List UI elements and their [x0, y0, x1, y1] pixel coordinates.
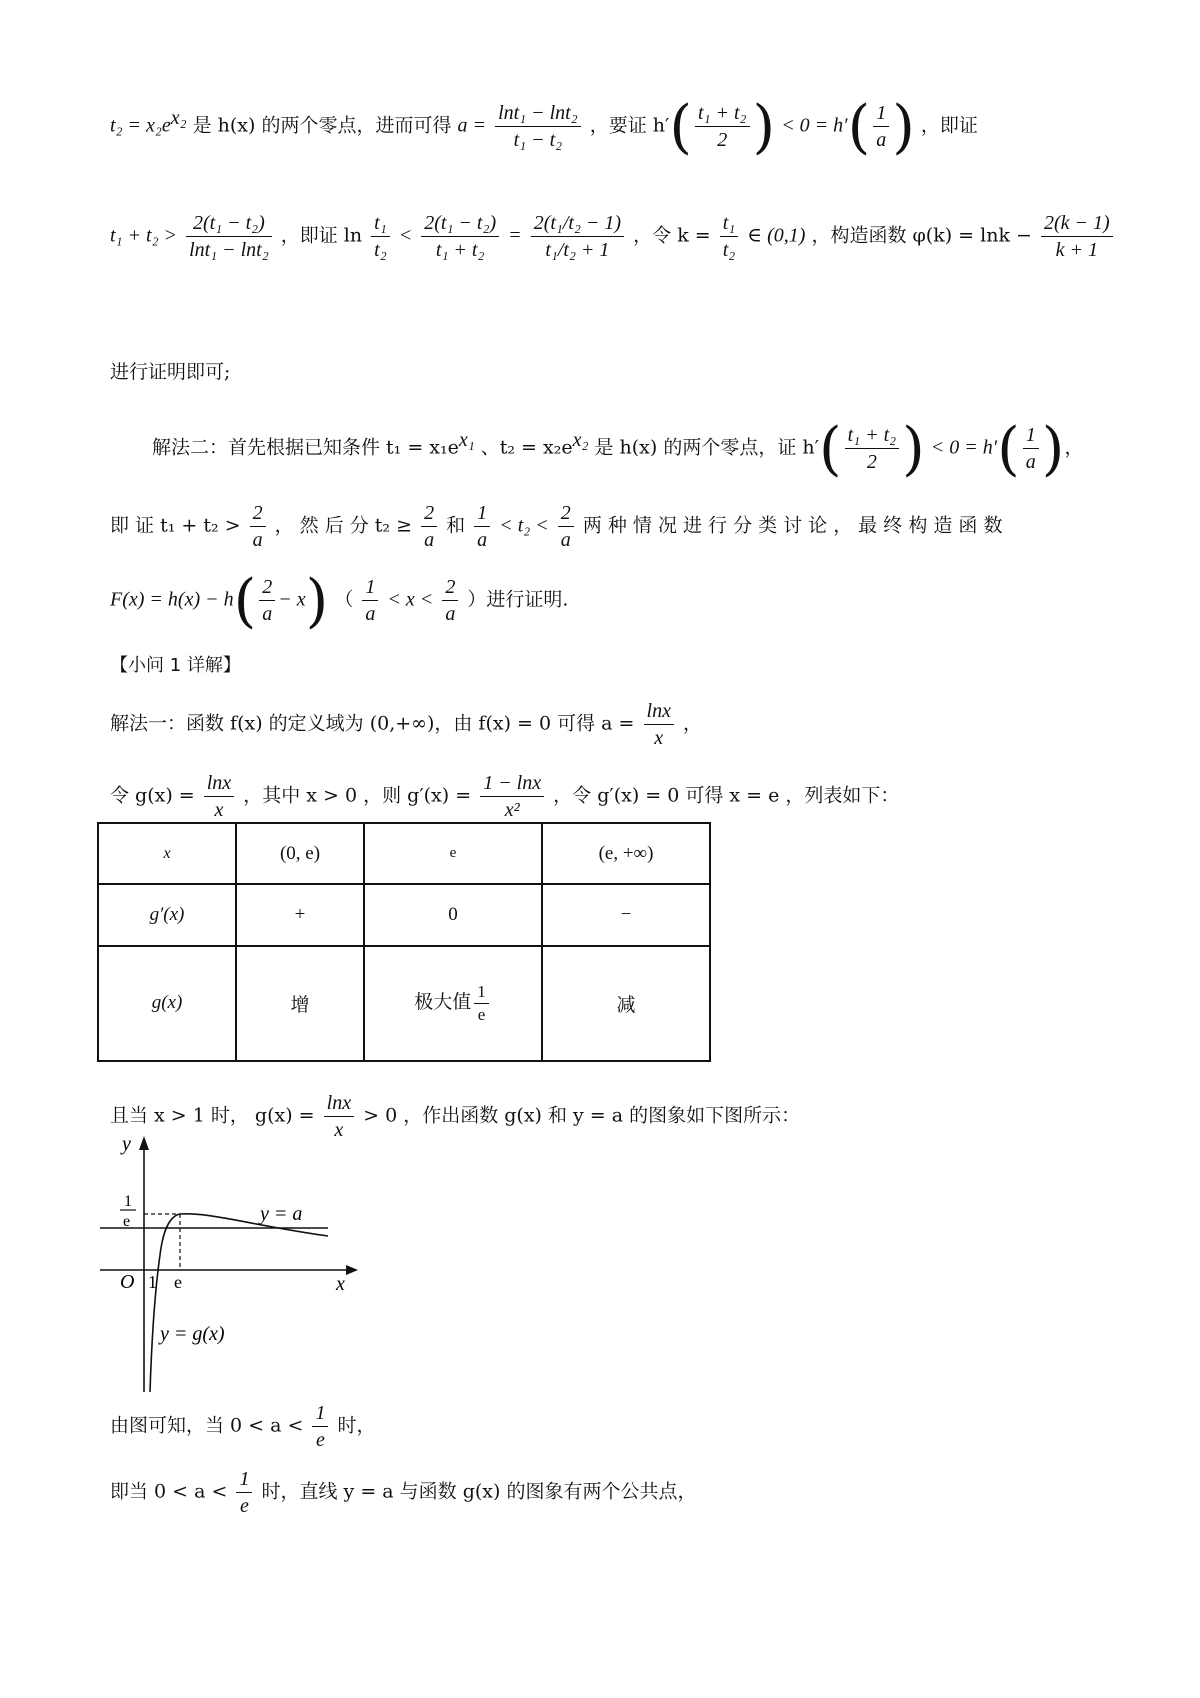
function-graph: [100, 1130, 360, 1392]
svg-text:y = g(x): y = g(x): [160, 1323, 225, 1345]
line-construct-F: F(x) = h(x) − h( $\frac{2}{a}$ − x) （ $\frac{1}{a}$ < x < $\frac{2}{a}$ ）进行证明.: [110, 566, 569, 635]
section-heading: 【小问 1 详解】: [110, 655, 241, 676]
line-conclusion-1: 由图可知，当 0 < a < $\frac{1}{e}$ 时，: [110, 1402, 376, 1451]
svg-text:e: e: [174, 1272, 182, 1292]
line-conclusion-2: 即当 0 < a < $\frac{1}{e}$ 时，直线 y = a 与函数 g(x) 的图象有两个公共点，: [110, 1468, 697, 1517]
curve-g: [150, 1214, 328, 1392]
table-row: g′(x) + 0 −: [98, 884, 710, 945]
monotonicity-table: [97, 822, 711, 1062]
line-zeros-of-h: $t_2 = x_2e^{x_2}$ 是 h(x) 的两个零点，进而可得 a = $\frac{\text{lnt₁ − lnt₂}}{\text{t₁ − t₂}}$ ，要证 h′( $\frac{\text{t₁ + t₂}}{2}$ ) < 0 = h′( $\frac{1}{a}$ ) ，即证: [110, 92, 978, 161]
line-method-one: 解法一：函数 f(x) 的定义域为 (0,+∞)，由 f(x) = 0 可得 a = $\frac{\ln x}{x}$ ，: [110, 700, 703, 749]
table-row: x (0, e) e (e, +∞): [98, 823, 710, 884]
line-inequality-chain: t₁ + t₂ > $\frac{\text{2(t₁ − t₂)}}{\text{lnt₁ − lnt₂}}$ ，即证 ln $\frac{\text{t₁}}{\text{t₂}}$ < $\frac{\text{2(t₁ − t₂)}}{\text{t₁ + t₂}}$ = $\frac{\text{2(t₁/t₂ − 1)}}{\text{t₁/t₂ + 1}}$ ，令 k = $\frac{\text{t₁}}{\text{t₂}}$ ∈ (0,1) ，构造函数 φ(k) = lnk − $\frac{2(k - 1)}{k + 1}$: [110, 210, 1100, 263]
svg-text:y = a: y = a: [260, 1203, 303, 1225]
line-prove-done: 进行证明即可;: [110, 361, 231, 383]
svg-text:e: e: [123, 1213, 131, 1230]
line-and-when: 且当 x > 1 时， g(x) = $\frac{\ln x}{x}$ > 0 ，作出函数 g(x) 和 y = a 的图象如下图所示：: [110, 1092, 801, 1141]
line-case-split: 即 证 t₁ + t₂ > $\frac{2}{a}$ ， 然 后 分 t₂ ≥ $\frac{2}{a}$ 和 $\frac{1}{a}$ < t₂ < $\frac{2}{a}$ 两 种 情 况 进 行 分 类 讨 论 ， 最 终 构 造 函 数: [110, 502, 1003, 551]
line-method-two: 解法二：首先根据已知条件 $t_1 = x_1e^{x_1}$ 、$t_2 = x_2e^{x_2}$ 是 h(x) 的两个零点，证 h′( $\frac{\text{t₁ + t₂}}{2}$ ) < 0 = h′( $\frac{1}{a}$ )，: [152, 414, 1084, 483]
svg-text:1: 1: [124, 1193, 132, 1210]
fraction-a: $\frac{\text{lnt₁ − lnt₂}}{\text{t₁ − t₂}}$: [495, 100, 581, 153]
svg-text:y: y: [122, 1133, 131, 1155]
svg-text:1: 1: [148, 1272, 157, 1292]
line-define-g: 令 g(x) = $\frac{\ln x}{x}$ ，其中 x > 0 ，则 g′(x) = $\frac{1 - \ln x}{\text{x²}}$ ，令 g′(x) = 0 可得 x = e ，列表如下：: [110, 772, 900, 821]
svg-text:x: x: [336, 1273, 345, 1295]
table-row: g(x) 增 极大值 $\frac{1}{e}$ 减: [98, 946, 710, 1061]
svg-text:O: O: [120, 1271, 135, 1293]
